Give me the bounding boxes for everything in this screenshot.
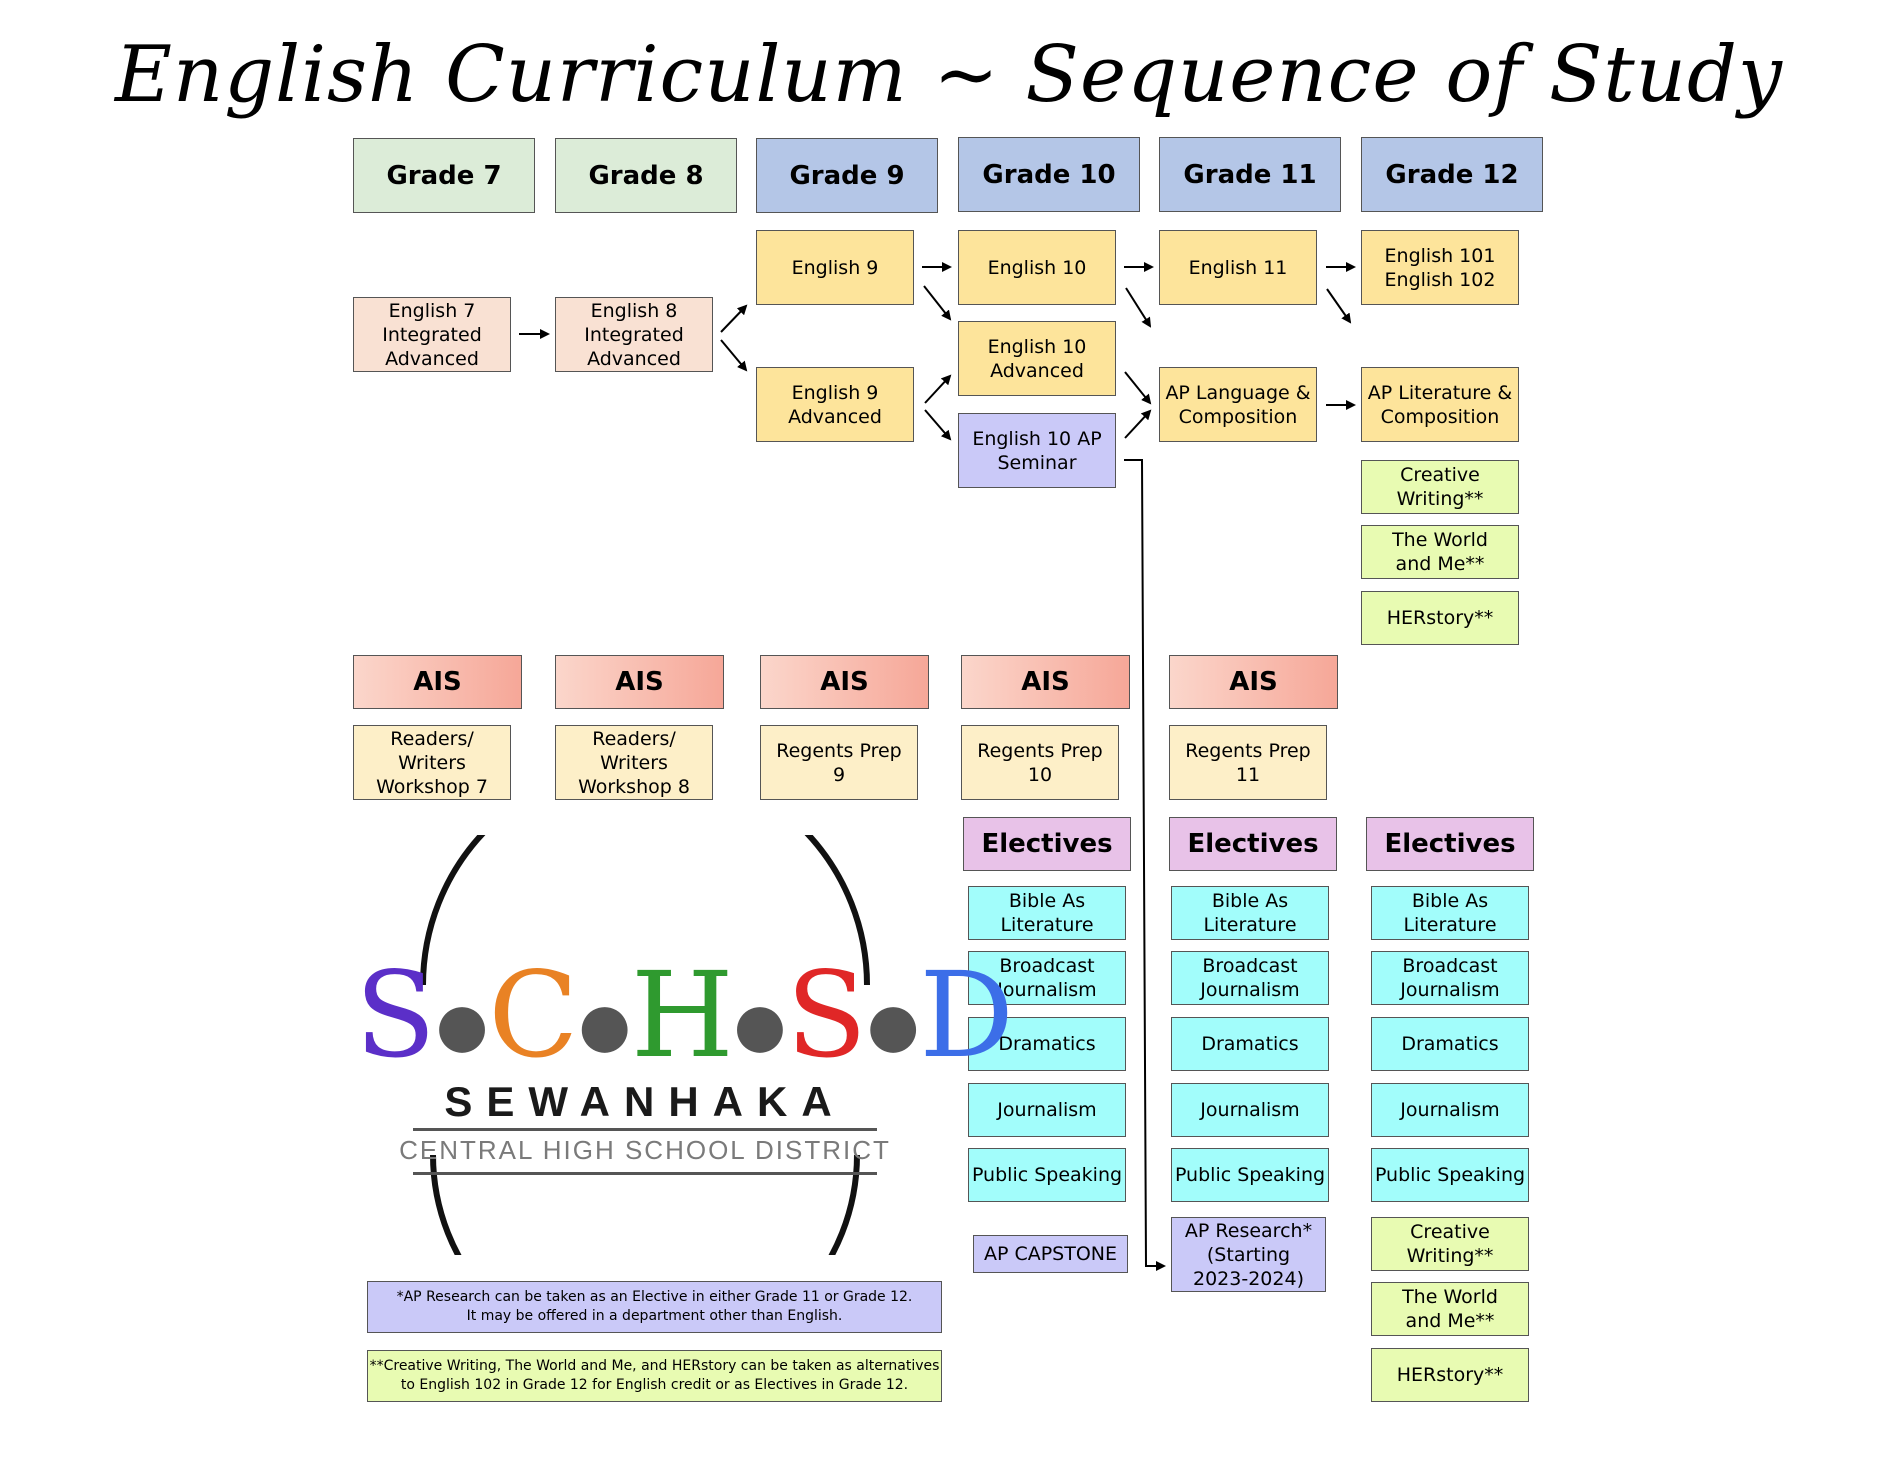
electives-header-12: Electives xyxy=(1366,817,1534,871)
elective-broadcast-journalism: Broadcast Journalism xyxy=(1171,951,1329,1005)
grade-header-10: Grade 10 xyxy=(958,137,1140,212)
course-english-9-advanced: English 9 Advanced xyxy=(756,367,914,442)
elective-dramatics: Dramatics xyxy=(968,1017,1126,1071)
arrow xyxy=(924,286,950,319)
elective-herstory: HERstory** xyxy=(1371,1348,1529,1402)
ais-header-10: AIS xyxy=(961,655,1130,709)
elective-public-speaking: Public Speaking xyxy=(1371,1148,1529,1202)
ais-header-11: AIS xyxy=(1169,655,1338,709)
course-english-8: English 8 Integrated Advanced xyxy=(555,297,713,372)
arrow xyxy=(721,340,746,370)
footnote-alternatives: **Creative Writing, The World and Me, and HERstory can be taken as alternatives to English 102 in Grade 12 for English credit or as Electives in Grade 12. xyxy=(367,1350,942,1402)
ais-header-7: AIS xyxy=(353,655,522,709)
logo-letter-c: C xyxy=(488,946,579,1084)
elective-bible-as-literature: Bible As Literature xyxy=(968,886,1126,940)
ais-regents-prep-11: Regents Prep 11 xyxy=(1169,725,1327,800)
elective-bible-as-literature: Bible As Literature xyxy=(1171,886,1329,940)
course-english-11: English 11 xyxy=(1159,230,1317,305)
arrow xyxy=(1124,460,1164,1266)
ais-regents-prep-10: Regents Prep 10 xyxy=(961,725,1119,800)
ais-header-8: AIS xyxy=(555,655,724,709)
arrow xyxy=(1126,288,1150,326)
elective-ap-research: AP Research* (Starting 2023-2024) xyxy=(1171,1217,1326,1292)
grade-header-11: Grade 11 xyxy=(1159,137,1341,212)
elective-broadcast-journalism: Broadcast Journalism xyxy=(968,951,1126,1005)
course-english-10-ap-seminar: English 10 AP Seminar xyxy=(958,413,1116,488)
logo-subtitle: CENTRAL HIGH SCHOOL DISTRICT xyxy=(399,1135,891,1165)
course-ap-language-composition: AP Language & Composition xyxy=(1159,367,1317,442)
logo-name: SEWANHAKA xyxy=(444,1078,846,1125)
footnote-ap-research: *AP Research can be taken as an Elective in either Grade 11 or Grade 12. It may be offered in a department other than English. xyxy=(367,1281,942,1333)
elective-creative-writing: Creative Writing** xyxy=(1371,1217,1529,1271)
elective-broadcast-journalism: Broadcast Journalism xyxy=(1371,951,1529,1005)
electives-header-11: Electives xyxy=(1169,817,1337,871)
logo-letters: S●C●H●S●D xyxy=(355,946,1014,1084)
logo-letter-d: D xyxy=(919,946,1014,1084)
arrow xyxy=(1327,289,1350,322)
elective-public-speaking: Public Speaking xyxy=(1171,1148,1329,1202)
electives-header-10: Electives xyxy=(963,817,1131,871)
elective-public-speaking: Public Speaking xyxy=(968,1148,1126,1202)
elective-ap-capstone: AP CAPSTONE xyxy=(973,1235,1128,1273)
elective-journalism: Journalism xyxy=(968,1083,1126,1137)
arrow xyxy=(721,306,746,332)
course-creative-writing: Creative Writing** xyxy=(1361,460,1519,514)
logo-letter-h: H xyxy=(630,946,734,1084)
course-english-10-advanced: English 10 Advanced xyxy=(958,321,1116,396)
arrow xyxy=(1125,411,1150,438)
ais-readers-writers-7: Readers/ Writers Workshop 7 xyxy=(353,725,511,800)
course-ap-literature-composition: AP Literature & Composition xyxy=(1361,367,1519,442)
ais-readers-writers-8: Readers/ Writers Workshop 8 xyxy=(555,725,713,800)
course-english-7: English 7 Integrated Advanced xyxy=(353,297,511,372)
grade-header-9: Grade 9 xyxy=(756,138,938,213)
grade-header-8: Grade 8 xyxy=(555,138,737,213)
elective-dramatics: Dramatics xyxy=(1371,1017,1529,1071)
elective-journalism: Journalism xyxy=(1371,1083,1529,1137)
logo-letter-s: S xyxy=(786,946,867,1084)
course-english-9: English 9 xyxy=(756,230,914,305)
elective-the-world-and-me: The World and Me** xyxy=(1371,1282,1529,1336)
course-english-101-102: English 101 English 102 xyxy=(1361,230,1519,305)
elective-bible-as-literature: Bible As Literature xyxy=(1371,886,1529,940)
course-english-10: English 10 xyxy=(958,230,1116,305)
elective-dramatics: Dramatics xyxy=(1171,1017,1329,1071)
arrow xyxy=(925,410,950,439)
course-herstory: HERstory** xyxy=(1361,591,1519,645)
grade-header-12: Grade 12 xyxy=(1361,137,1543,212)
elective-journalism: Journalism xyxy=(1171,1083,1329,1137)
page-title: English Curriculum ~ Sequence of Study xyxy=(115,30,1783,120)
ais-header-9: AIS xyxy=(760,655,929,709)
grade-header-7: Grade 7 xyxy=(353,138,535,213)
arrow xyxy=(1125,372,1150,403)
arrow xyxy=(925,376,950,403)
ais-regents-prep-9: Regents Prep 9 xyxy=(760,725,918,800)
logo-letter-s: S xyxy=(355,946,436,1084)
course-the-world-and-me: The World and Me** xyxy=(1361,525,1519,579)
